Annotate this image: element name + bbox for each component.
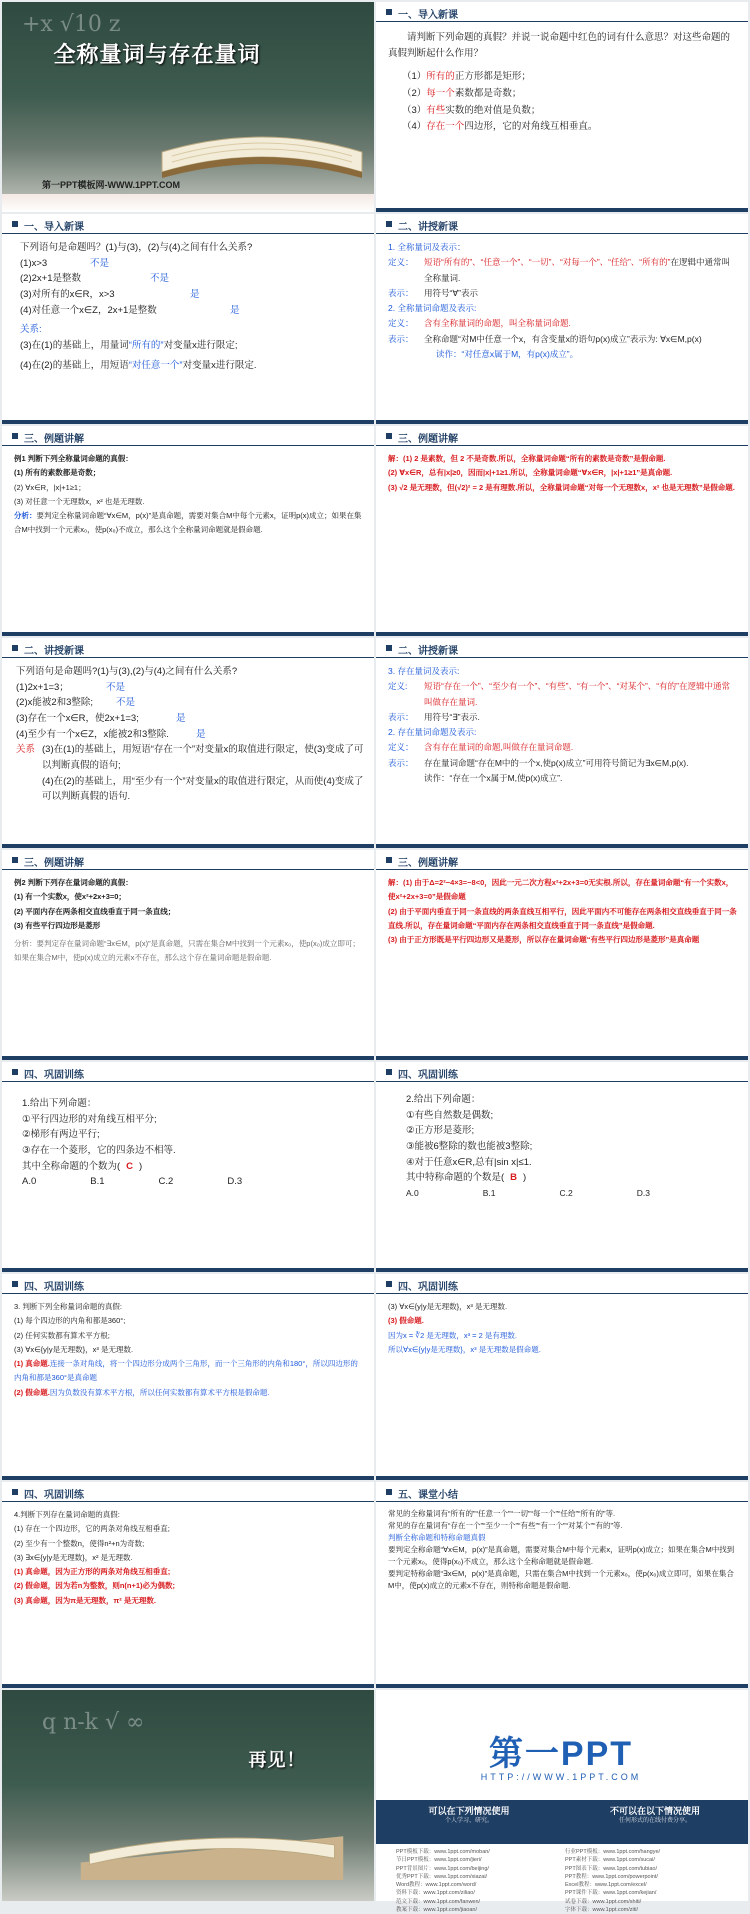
link-item[interactable]: Word教程：www.1ppt.com/word/ [396,1882,477,1888]
usage-band: 可以在下列情况使用 个人学习、研究。 不可以在以下情况使用 任何形式的在线付费分享。 [376,1800,748,1844]
definition: 定义： 短语“所有的”、“任意一个”、“一切”、“对每一个”、“任给”、“所有的”在逻辑中通常叫全称量词. [388,257,730,283]
summary-text: 要判定特称命题“∃x∈M，p(x)”是真命题，只需在集合M中找到一个元素x₀，使p(x₀)成立即可，如果在集合M中，使p(x)成立的元素x不存在，则特称命题是假命题. [388,1569,734,1590]
answer-line: 所以∀x∈{y|y是无理数}，x³ 是无理数是假命题. [388,1344,541,1354]
notation: 表示： 存在量词命题“存在M中的一个x,使p(x)成立”可用符号简记为∃x∈M,p(x). [388,757,689,768]
relation-text: (4)在(2)的基础上，用“至少有一个”对变量x的取值进行限定，从而使(4)变成了可以判断真假的语句. [42,775,364,803]
link-item[interactable]: 优秀PPT下载：www.1ppt.com/xiazai/ [396,1873,488,1880]
answer-line: (3) 由于正方形既是平行四边形又是菱形，所以存在量词命题“有些平行四边形是菱形”是真命题 [388,935,700,944]
list-item: (3) 有些平行四边形是菱形 [14,920,101,930]
list-item: （1）所有的正方形都是矩形； [402,71,531,83]
notation: 表示： 用符号“∀”表示 [388,287,478,298]
section-heading: 2. 全称量词命题及表示: [388,303,477,314]
slide-header: 三、例题讲解 [24,858,84,869]
cover-footer-band [2,194,374,212]
answer-line: (1) 真命题.连接一条对角线，将一个四边形分成两个三角形，而一个三角形的内角和180°，所以四边形的内角和都是360°是真命题 [14,1359,358,1383]
chalk-writing: +x √10 z [22,12,121,37]
link-item[interactable]: 教案下载：www.1ppt.com/jiaoan/ [396,1906,477,1913]
slide-header: 二、讲授新课 [24,646,84,657]
book-image [152,112,372,182]
answer-line: (2) ∀x∈R，总有|x|≥0，因而|x|+1≥1.所以，全称量词命题“∀x∈R，|x|+1≥1”是真命题. [388,468,673,478]
list-item: (1) 有一个实数x，使x²+2x+3=0； [14,892,126,902]
question: 1.给出下列命题： [22,1098,97,1109]
answer-line: 解：(1) 由于Δ=2²−4×3=−8<0，因此一元二次方程x²+2x+3=0无实根.所以，存在量词命题“有一个实数x，使x²+2x+3=0”是假命题 [388,878,734,902]
slide-header: 一、导入新课 [24,222,84,233]
summary-heading: 判断全称命题和特称命题真假 [388,1533,486,1542]
list-item: ①有些自然数是偶数; [406,1109,494,1121]
chalk-writing: q n-k √ ∞ [42,1710,145,1735]
list-item: (2) ∀x∈R，|x|+1≥1； [14,482,86,492]
definition: 定义: 短语“存在一个”、“至少有一个”、“有些”、“有一个”、“对某个”、“有的”在逻辑中通常叫做存在量词. [388,681,730,707]
link-item[interactable]: PPT教程：www.1ppt.com/powerpoint/ [565,1873,658,1880]
list-item: (1)2x+1=3； 不是 [16,681,126,693]
slide-example-2 [2,850,374,1060]
slide-proposition-check [2,214,374,424]
list-item: ①平行四边形的对角线互相平分; [22,1113,157,1125]
answer-line: (2) 由于平面内垂直于同一条直线的两条直线互相平行，因此平面内不可能存在两条相交直线垂直于同一条直线.所以，存在量词命题“平面内存在两条相交直线垂直于同一条直线”是假命题. [388,906,737,930]
slide-header: 四、巩固训练 [24,1282,84,1293]
notation: 表示： 全称命题“对M中任意一个x，有含变量x的语句p(x)成立”表示为: ∀x∈M,p(x) [388,333,702,344]
answer-prompt: 其中特称命题的个数是( B ) [406,1172,527,1184]
link-item[interactable]: 资料下载：www.1ppt.com/ziliao/ [396,1890,475,1897]
list-item: (2) 任何实数都有算术平方根; [14,1330,110,1340]
list-item: (1) 存在一个四边形，它的两条对角线互相垂直; [14,1524,170,1534]
slide-intro-questions [376,2,748,212]
cover-subtitle: 第一PPT模板网-WWW.1PPT.COM [42,180,180,190]
summary-text: 常见的全称量词有“所有的”“任意一个”“一切”“每一个”“任给”“所有的”等. [388,1509,616,1518]
list-item: （3）有些实数的绝对值是负数； [402,104,541,116]
list-item: ③能被6整除的数也能被3整除; [406,1141,533,1153]
answer-line: 解：(1) 2 是素数，但 2 不是奇数.所以，全称量词命题“所有的素数是奇数”是假命题. [388,454,666,463]
notation: 表示： 用符号“∃”表示. [388,711,480,722]
list-item: (2)x能被2和3整除; 不是 [16,697,136,709]
example-title: 例1 判断下列全称量词命题的真假： [14,454,133,463]
list-item: (2) 至少有一个整数n，使得n²+n为奇数; [14,1538,145,1548]
question: 3. 判断下列全称量词命题的真假: [14,1302,122,1311]
section-heading: 1. 全称量词及表示： [388,242,466,252]
list-item: （2）每一个素数都是奇数； [402,88,522,100]
brand-logo: 第一PPT [488,1735,634,1773]
slide-universal-quantifier [376,214,748,424]
answer-line: (2) 假命题.因为负数没有算术平方根，所以任何实数都有算术平方根是假命题. [14,1387,270,1397]
link-item[interactable]: PPT模板下载：www.1ppt.com/moban/ [396,1849,490,1855]
list-item: ④对于任意x∈R,总有|sin x|≤1. [406,1156,532,1168]
answer-line: (3) 真命题，因为π是无理数，π² 是无理数. [14,1595,156,1605]
answer-line: 因为x = ∛2 是无理数，x³ = 2 是有理数. [388,1330,517,1340]
list-item: (3) ∃x∈{y|y是无理数}，x² 是无理数. [14,1552,133,1562]
list-item: ②正方形是菱形; [406,1125,475,1137]
slide-goodbye [2,1690,374,1901]
list-item: (3) ∀x∈{y|y是无理数}，x³ 是无理数. [388,1302,508,1311]
link-list [396,1848,728,1914]
options: A.0 B.1 C.2 D.3 [22,1176,243,1188]
answer-line: (2) 假命题，因为若n为整数，则n(n+1)必为偶数; [14,1581,176,1591]
slide-header: 三、例题讲解 [398,434,458,445]
reading: 读作：“存在一个x属于M,使p(x)成立”. [424,773,563,784]
link-item[interactable]: PPT图表下载：www.1ppt.com/tubiao/ [565,1865,658,1872]
slide-solution-1 [376,426,748,636]
header-marker [386,9,392,15]
slide-header: 四、巩固训练 [398,1282,458,1293]
analysis: 分析：要判定存在量词命题“∃x∈M，p(x)”是真命题，只需在集合M中找到一个元素x₀，使p(x₀)成立即可；如果在集合M中，使p(x)成立的元素x不存在，那么这个存在量词命题是假命题. [14,939,360,963]
goodbye-title: 再见！ [248,1750,306,1770]
question: 2.给出下列命题： [406,1094,481,1105]
relation-text: (4)在(2)的基础上，用短语“对任意一个”对变量x进行限定. [20,359,257,371]
list-item: (2)2x+1是整数 不是 [20,273,170,285]
slide-exercise-3 [2,1274,374,1480]
list-item: (3)对所有的x∈R，x>3 是 [20,289,200,301]
options: A.0 B.1 C.2 D.3 [406,1188,650,1199]
slide-exercise-1 [2,1062,374,1272]
slide-cover [2,2,374,212]
link-item[interactable]: Excel教程：www.1ppt.com/excel/ [565,1882,647,1888]
answer-prompt: 其中全称命题的个数为( C ) [22,1160,143,1172]
list-item: (1) 所有的素数都是奇数； [14,468,101,478]
list-item: (3)存在一个x∈R，使2x+1=3; 是 [16,713,186,725]
link-item[interactable]: PPT背景图片：www.1ppt.com/beijing/ [396,1865,489,1872]
slide-header: 四、巩固训练 [24,1490,84,1501]
list-item: (3) 对任意一个无理数x，x² 也是无理数. [14,496,145,506]
list-item: (2) 平面内存在两条相交直线垂直于同一条直线； [14,906,176,916]
question: 下列语句是命题吗?(1)与(3),(2)与(4)之间有什么关系? [16,666,238,677]
link-item[interactable]: 字体下载：www.1ppt.com/ziti/ [565,1906,639,1913]
slide-existential-intro [2,638,374,848]
slide-exercise-4 [2,1482,374,1688]
slide-solution-2 [376,850,748,1060]
slide-header: 一、导入新课 [398,10,458,21]
analysis: 分析：要判定全称量词命题“∀x∈M，p(x)”是真命题，需要对集合M中每个元素x，证明p(x)成立；如果在集合M中找到一个元素x₀，使p(x₀)不成立，那么这个全称量词命题就是假命题. [14,511,362,535]
link-item[interactable]: 试卷下载：www.1ppt.com/shiti/ [565,1898,642,1905]
reading: 读作：“对任意x属于M，有p(x)成立”。 [436,349,579,360]
link-item[interactable]: PPT素材下载：www.1ppt.com/sucai/ [565,1857,655,1864]
slide-title: 全称量词与存在量词 [53,42,261,67]
slide-existential-quantifier [376,638,748,848]
slide-header: 二、讲授新课 [398,646,458,657]
list-item: (1) 每个四边形的内角和都是360°; [14,1316,126,1326]
answer-line: (1) 真命题，因为正方形的两条对角线互相垂直; [14,1567,171,1576]
list-item: （4）存在一个四边形，它的对角线互相垂直。 [402,121,598,133]
relation-text: (3)在(1)的基础上，用量词“所有的”对变量x进行限定; [20,340,238,352]
list-item: (3) ∀x∈{y|y是无理数}，x³ 是无理数. [14,1344,134,1354]
link-item[interactable]: 范文下载：www.1ppt.com/fanwen/ [396,1898,481,1905]
section-heading: 2. 存在量词命题及表示: [388,727,477,738]
slide-summary [376,1482,748,1688]
slide-header: 三、例题讲解 [398,858,458,869]
list-item: (4)至少有一个x∈Z，x能被2和3整除. 是 [16,728,206,740]
slide-exercise-3-cont [376,1274,748,1480]
book-image [62,1810,362,1880]
slide-promo [376,1690,748,1913]
slide-header: 四、巩固训练 [24,1070,84,1081]
example-title: 例2 判断下列存在量词命题的真假： [14,878,133,887]
intro-text: 请判断下列命题的真假？并说一说命题中红色的词有什么意思？对这些命题的真假判断起什么作用？ [388,32,731,59]
slide-exercise-2 [376,1062,748,1272]
slide-example-1 [2,426,374,636]
section-heading: 3. 存在量词及表示: [388,666,460,676]
slide-header: 五、课堂小结 [398,1490,458,1501]
definition: 定义： 含有全称量词的命题，叫全称量词命题. [388,318,571,329]
slide-header: 三、例题讲解 [24,434,84,445]
summary-text: 要判定全称命题“∀x∈M，p(x)”是真命题，需要对集合M中每个元素x，证明p(x)成立；如果在集合M中找到一个元素x₀，使得p(x₀)不成立，那么这个全称命题就是假命题. [388,1545,735,1566]
link-item[interactable]: 行业PPT模板：www.1ppt.com/hangye/ [565,1849,661,1855]
slide-header: 四、巩固训练 [398,1070,458,1081]
list-item: (4)对任意一个x∈Z，2x+1是整数 是 [20,304,240,316]
link-item[interactable]: 节日PPT模板：www.1ppt.com/jieri/ [396,1857,482,1864]
question: 下列语句是命题吗？(1)与(3)，(2)与(4)之间有什么关系? [20,242,253,253]
answer-line: (3) 假命题. [388,1316,424,1326]
link-item[interactable]: PPT课件下载：www.1ppt.com/kejian/ [565,1890,657,1897]
definition: 定义： 含有存在量词的命题,叫做存在量词命题. [388,742,574,753]
slide-header: 二、讲授新课 [398,222,458,233]
summary-text: 常见的存在量词有“存在一个”“至少一个”“有些”“有一个”“对某个”“有的”等. [388,1521,623,1530]
list-item: ③存在一个菱形，它的四条边不相等. [22,1145,176,1157]
answer-line: (3) √2 是无理数，但(√2)² = 2 是有理数.所以，全称量词命题“对每一个无理数x，x² 也是无理数”是假命题. [388,482,735,492]
brand-url[interactable]: HTTP://WWW.1PPT.COM [480,1772,642,1782]
list-item: ②梯形有两边平行; [22,1129,100,1141]
relation-text: 关系 (3)在(1)的基础上，用短语“存在一个”对变量x的取值进行限定，使(3)变成了可以判断真假的语句; [16,744,364,772]
relation-label: 关系: [20,324,42,336]
question: 4.判断下列存在量词命题的真假: [14,1510,120,1519]
list-item: (1)x>3 不是 [20,257,110,269]
